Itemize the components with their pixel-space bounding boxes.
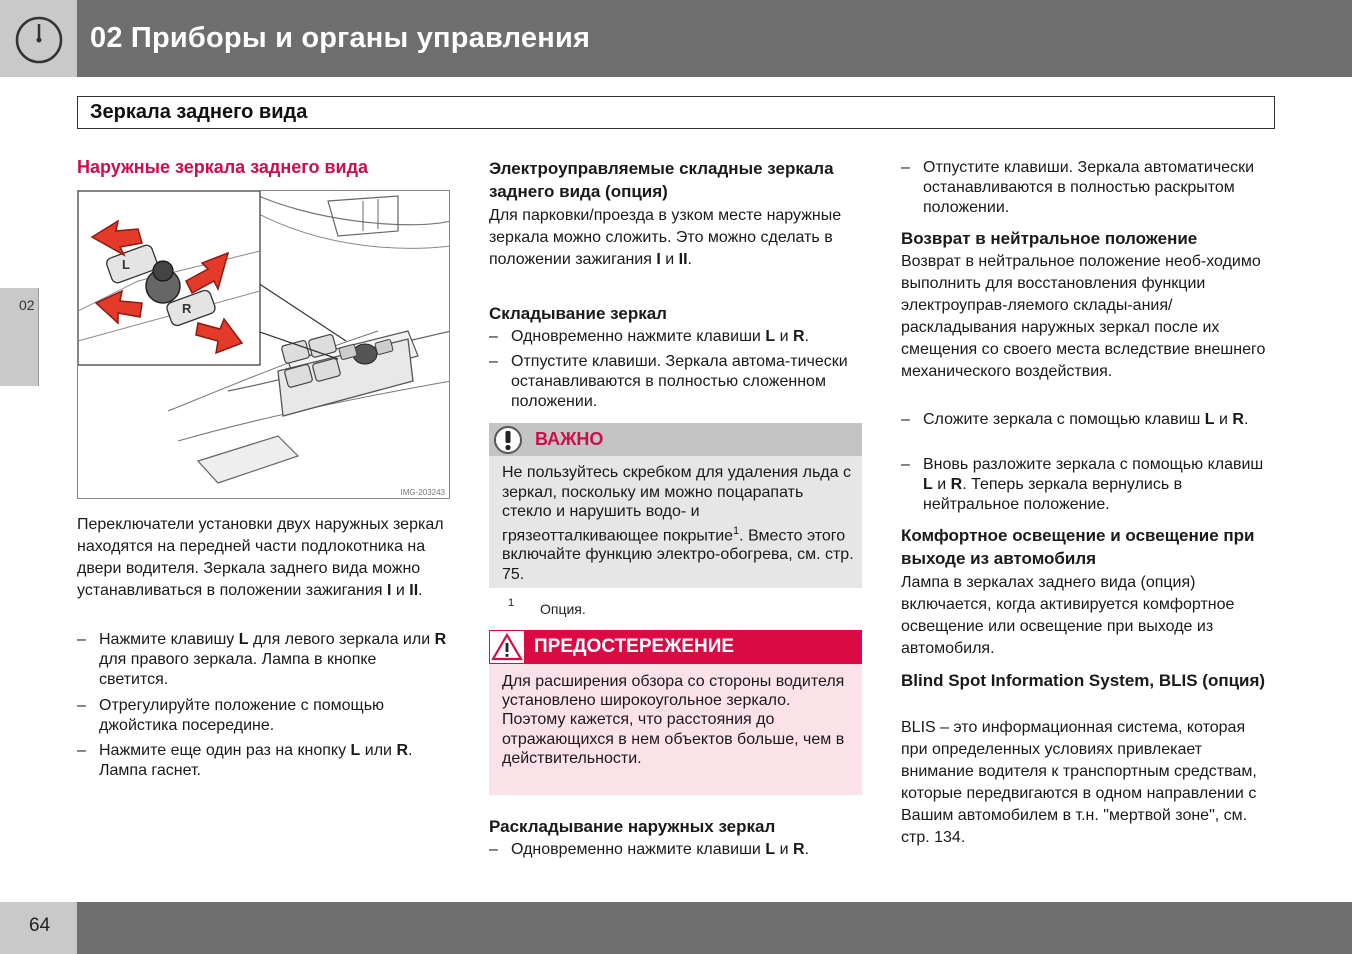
key-l: L	[238, 631, 249, 648]
bullet-text: и	[1219, 411, 1228, 428]
chapter-side-tab	[0, 288, 39, 386]
bullet-text: и	[779, 328, 789, 345]
bullet-text: и	[779, 841, 789, 858]
list-item	[901, 455, 1275, 515]
bullet-text: Отрегулируйте положение с помощью джойстика посередине.	[99, 697, 385, 734]
fold-heading: Складывание зеркал	[489, 304, 667, 323]
ignition-key-i: I	[386, 582, 392, 599]
col2-intro	[489, 205, 863, 271]
important-box-header	[489, 423, 862, 456]
bullet-text: Нажмите клавишу	[99, 631, 235, 648]
col2-intro-and: и	[665, 251, 675, 268]
key-r: R	[396, 742, 408, 759]
door-panel-illustration	[78, 191, 450, 499]
speedometer-icon	[0, 0, 77, 77]
key-r: R	[792, 328, 805, 345]
bullet-text: . Теперь зеркала вернулись в нейтральное положение.	[923, 476, 1183, 513]
bullet-dash: –	[901, 411, 910, 428]
footnote-number: 1	[508, 597, 515, 609]
key-l: L	[1204, 411, 1215, 428]
bullet-text: . Лампа гаснет.	[99, 742, 413, 779]
key-l: L	[350, 742, 361, 759]
list-item	[77, 630, 449, 690]
important-box	[489, 423, 862, 588]
list-item	[489, 840, 863, 860]
exclamation-icon	[493, 425, 523, 455]
blis-text: BLIS – это информационная система, которая при определенных условиях привлекает внимание водителя к транспортным средствам, которые передвигаются в одном направлении с Вашим автомобилем в т.н. "мертвой зоне", см. стр. 134.	[901, 719, 1257, 846]
list-item	[489, 327, 863, 347]
comfort-lighting-heading: Комфортное освещение и освещение при выходе из автомобиля	[901, 526, 1255, 568]
important-text-part2: . Вместо этого включайте функцию электро-обогрева, см. стр. 75.	[502, 526, 854, 583]
neutral-text: Возврат в нейтральное положение необ-ходимо выполнить для восстановления функции электроуправ-ляемого склады-ания/раскладывания наружных зеркал после их смещения со своего места вследствие внешнего механического воздействия.	[901, 253, 1266, 380]
bullet-dash: –	[77, 631, 86, 648]
bullet-text: Одновременно нажмите клавиши	[511, 841, 761, 858]
page-footer	[0, 902, 1352, 954]
chapter-icon-box	[0, 0, 77, 77]
bullet-dash: –	[77, 742, 86, 759]
mirror-controls-figure	[77, 190, 450, 499]
bullet-dash: –	[77, 697, 86, 714]
bullet-dash: –	[901, 456, 910, 473]
outside-mirrors-heading: Наружные зеркала заднего вида	[77, 157, 369, 177]
col2-intro-end: .	[687, 251, 692, 268]
bullet-text: для правого зеркала. Лампа в кнопке светится.	[99, 651, 377, 688]
unfold-heading: Раскладывание наружных зеркал	[489, 817, 776, 836]
svg-text:R: R	[182, 301, 192, 316]
list-item	[489, 352, 863, 412]
list-item	[901, 410, 1275, 430]
key-r: R	[434, 631, 447, 648]
key-l: L	[923, 476, 933, 493]
list-item	[77, 696, 449, 736]
key-l: L	[765, 841, 776, 858]
bullet-text: .	[804, 328, 809, 345]
list-item	[77, 741, 449, 781]
bullet-text: Вновь разложите зеркала с помощью клавиш	[923, 456, 1264, 473]
col2-intro-text: Для парковки/проезда в узком месте наружные зеркала можно сложить. Это можно сделать в положении зажигания	[489, 207, 842, 268]
bullet-text: Отпустите клавиши. Зеркала автома-тически останавливаются в полностью сложенном положении.	[511, 353, 848, 410]
key-r: R	[950, 476, 963, 493]
warning-triangle-icon	[490, 631, 524, 663]
footnote-text: Опция.	[540, 601, 586, 617]
important-title: ВАЖНО	[535, 429, 604, 449]
col1-intro-and: и	[395, 582, 405, 599]
bullet-text: Сложите зеркала с помощью клавиш	[923, 411, 1201, 428]
bullet-dash: –	[489, 353, 498, 370]
svg-text:L: L	[122, 257, 130, 272]
comfort-lighting-text: Лампа в зеркалах заднего вида (опция) включается, когда активируется комфортное освещение или освещение при выходе из автомобиля.	[901, 574, 1235, 657]
bullet-text: для левого зеркала или	[252, 631, 431, 648]
image-label: IMG-203243	[400, 488, 445, 497]
list-item	[901, 158, 1261, 218]
bullet-text: Одновременно нажмите клавиши	[511, 328, 761, 345]
bullet-dash: –	[489, 841, 498, 858]
bullet-text: и	[937, 476, 947, 493]
bullet-text: Отпустите клавиши. Зеркала автоматически останавливаются в полностью раскрытом положении.	[923, 159, 1254, 216]
section-bar	[77, 96, 1275, 129]
bullet-text: .	[804, 841, 809, 858]
blis-heading: Blind Spot Information System, BLIS (опция)	[901, 671, 1266, 690]
bullet-text: Нажмите еще один раз на кнопку	[99, 742, 347, 759]
bullet-dash: –	[489, 328, 498, 345]
important-text	[502, 463, 854, 584]
ignition-key-i: I	[656, 251, 661, 268]
warning-text: Для расширения обзора со стороны водителя установлено широкоугольное зеркало. Поэтому кажется, что расстояния до отражающихся в нем объектов больше, чем в действительности.	[502, 673, 845, 767]
key-r: R	[1232, 411, 1244, 428]
col1-intro	[77, 514, 449, 602]
warning-box	[489, 630, 862, 795]
col1-intro-text: Переключатели установки двух наружных зеркал находятся на передней части подлокотника на двери водителя. Зеркала заднего вида можно устанавливаться в положении зажигания	[77, 516, 444, 599]
warning-box-header	[489, 630, 862, 664]
ignition-key-ii: II	[678, 251, 688, 268]
chapter-header	[0, 0, 1352, 77]
chapter-title: 02 Приборы и органы управления	[90, 22, 591, 54]
page-number-box	[0, 902, 77, 954]
ignition-key-ii: II	[409, 582, 419, 599]
key-r: R	[792, 841, 805, 858]
col1-intro-end: .	[418, 582, 423, 599]
bullet-text: .	[1243, 411, 1249, 428]
page-number: 64	[29, 915, 51, 936]
footnote-ref: 1	[733, 524, 740, 537]
chapter-side-tab-label: 02	[19, 297, 35, 313]
bullet-dash: –	[901, 159, 910, 176]
warning-title: ПРЕДОСТЕРЕЖЕНИЕ	[534, 636, 735, 657]
folding-mirrors-heading: Электроуправляемые складные зеркала заднего вида (опция)	[489, 159, 834, 201]
bullet-text: или	[364, 742, 392, 759]
neutral-heading: Возврат в нейтральное положение	[901, 229, 1198, 248]
key-l: L	[765, 328, 776, 345]
section-title: Зеркала заднего вида	[90, 101, 308, 123]
important-text-part1: Не пользуйтесь скребком для удаления льда с зеркал, поскольку им можно поцарапать стекло и нарушить водо- и грязеотталкивающее покрытие	[502, 464, 851, 544]
